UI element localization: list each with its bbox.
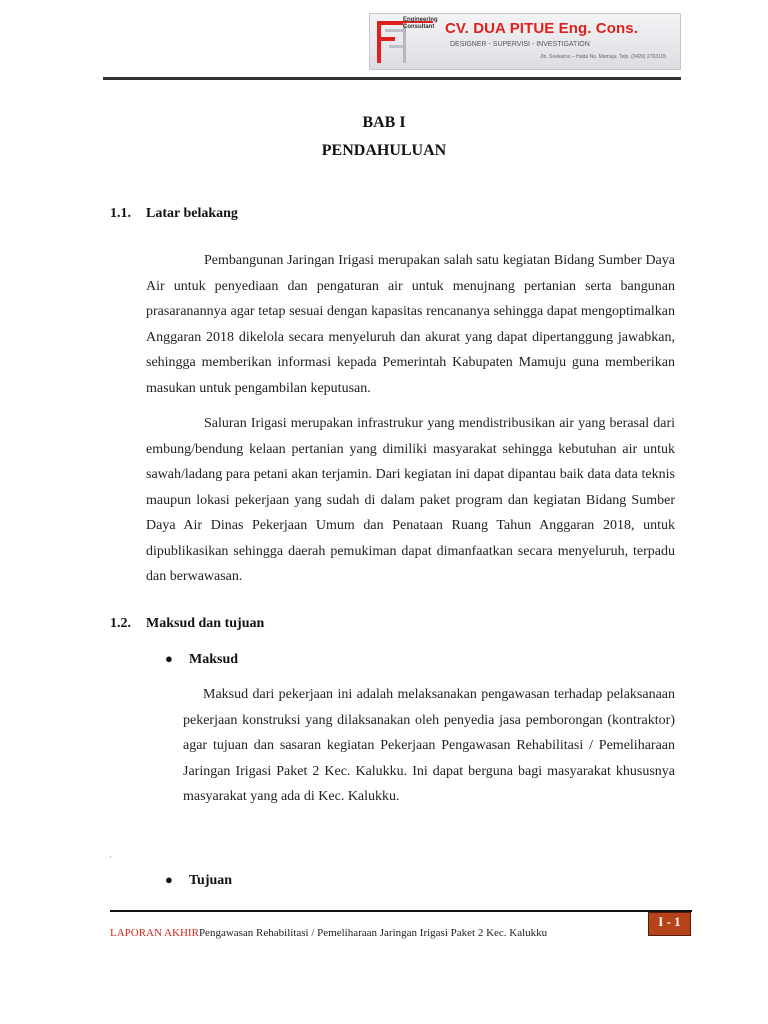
header-divider bbox=[103, 77, 681, 80]
section-number: 1.2. bbox=[110, 616, 131, 631]
section-heading-1-2 bbox=[110, 616, 264, 632]
footer bbox=[110, 927, 547, 939]
section-title: Latar belakang bbox=[146, 206, 238, 221]
footer-label: LAPORAN AKHIR bbox=[110, 927, 199, 939]
paragraph-latar-2: Saluran Irigasi merupakan infrastrukur yang mendistribusikan air yang berasal dari embung/bendung kelaan pertanian yang dimiliki masyarakat sehingga kebutuhan air untuk sawah/ladang para petani akan terjamin. Dari kegiatan ini dapat dipantau baik data data teknis maupun lokasi pekerjaan yang sudah di dalam paket program dan kegiatan Bidang Sumber Daya Air Dinas Pekerjaan Umum dan Penataan Ruang Tahun Anggaran 2018, untuk dipublikasikan sehingga daerah pemukiman dapat dimanfaatkan secara menyeluruh, terpadu dan berwawasan. bbox=[146, 416, 675, 584]
section-heading-1-1 bbox=[110, 206, 238, 222]
footer-divider bbox=[110, 910, 692, 912]
paragraph-maksud: Maksud dari pekerjaan ini adalah melaksanakan pengawasan terhadap pelaksanaan pekerjaan konstruksi yang dilaksanakan oleh penyedia jasa pemborongan (kontraktor) agar tujuan dan sasaran kegiatan Pekerjaan Pengawasan Rehabilitasi / Pemeliharaan Jaringan Irigasi Paket 2 Kec. Kalukku. Ini dapat berguna bagi masyarakat khususnya masyarakat yang ada di Kec. Kalukku. bbox=[183, 687, 675, 804]
section-title: Maksud dan tujuan bbox=[146, 616, 265, 631]
bullet-label: Maksud bbox=[189, 652, 239, 667]
paragraph-latar-1: Pembangunan Jaringan Irigasi merupakan salah satu kegiatan Bidang Sumber Daya Air untuk penyediaan dan pengaturan air untuk menujnang pertanian serta bangunan prasaranannya agar tetap sesuai dengan kapasitas rencananya sehingga dapat mengoptimalkan Anggaran 2018 dikelola secara menyeluruh dan akurat yang dapat dipertanggung jawabkan, sehingga memberikan informasi kepada Pemerintah Kabupaten Mamuju guna memberikan masukan untuk pengambilan keputusan. bbox=[146, 253, 675, 396]
engineering-label: Engineering Consultant bbox=[403, 17, 438, 30]
footer-description: Pengawasan Rehabilitasi / Pemeliharaan Jaringan Irigasi Paket 2 Kec. Kalukku bbox=[198, 927, 548, 939]
letterhead bbox=[369, 13, 681, 70]
page-number: I - 1 bbox=[648, 912, 691, 936]
bullet-icon: ● bbox=[165, 872, 173, 887]
chapter-number: BAB I bbox=[362, 114, 406, 131]
bullet-maksud bbox=[165, 651, 238, 668]
stray-mark: ' bbox=[110, 856, 112, 862]
bullet-label: Tujuan bbox=[189, 873, 233, 888]
company-services: DESIGNER - SUPERVISI - INVESTIGATION bbox=[450, 41, 590, 48]
bullet-icon: ● bbox=[165, 651, 173, 666]
company-address: Jln. Soekarno – Hatta No. Mamuju. Telp. (0426) 2703115 bbox=[540, 54, 667, 60]
bullet-tujuan bbox=[165, 872, 232, 889]
company-name: CV. DUA PITUE Eng. Cons. bbox=[445, 20, 638, 37]
section-number: 1.1. bbox=[110, 206, 131, 221]
chapter-title: PENDAHULUAN bbox=[321, 142, 447, 159]
